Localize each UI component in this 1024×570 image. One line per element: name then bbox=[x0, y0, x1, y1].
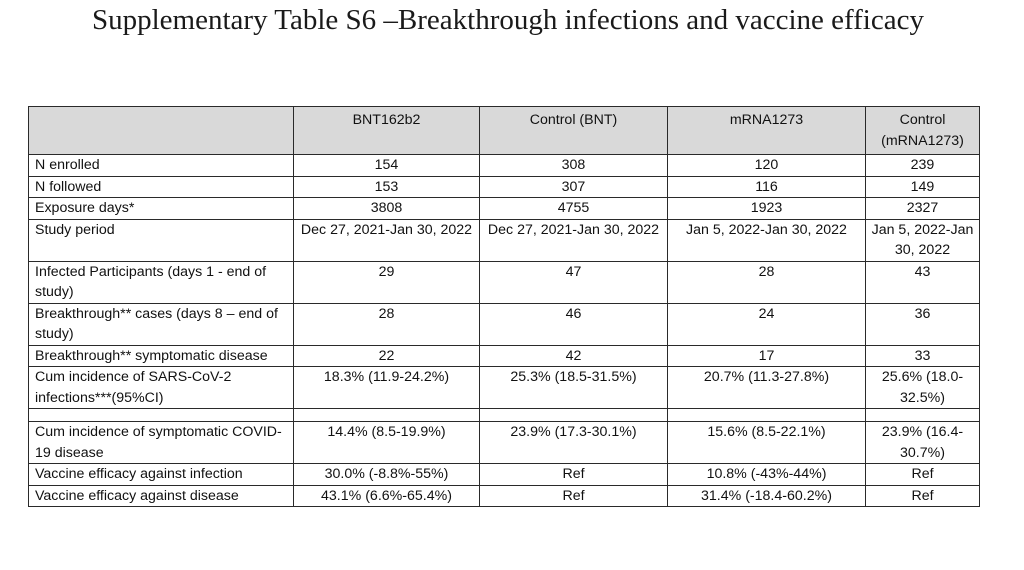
table-cell: 43 bbox=[866, 261, 980, 303]
table-cell: 28 bbox=[668, 261, 866, 303]
table-cell: 31.4% (-18.4-60.2%) bbox=[668, 485, 866, 507]
table-cell: 149 bbox=[866, 176, 980, 198]
table-cell: 33 bbox=[866, 345, 980, 367]
row-label: Breakthrough** symptomatic disease bbox=[29, 345, 294, 367]
table-cell: 22 bbox=[294, 345, 480, 367]
table-cell: Ref bbox=[480, 485, 668, 507]
row-label: Breakthrough** cases (days 8 – end of study) bbox=[29, 303, 294, 345]
spacer-row bbox=[29, 409, 980, 422]
table-cell: 2327 bbox=[866, 198, 980, 220]
table-row bbox=[29, 422, 980, 464]
table-cell: 36 bbox=[866, 303, 980, 345]
table-cell: 23.9% (16.4-30.7%) bbox=[866, 422, 980, 464]
table-cell: 3808 bbox=[294, 198, 480, 220]
spacer-cell bbox=[668, 409, 866, 422]
spacer-cell bbox=[866, 409, 980, 422]
table-cell: 1923 bbox=[668, 198, 866, 220]
efficacy-table bbox=[28, 106, 980, 507]
table-title: Supplementary Table S6 –Breakthrough infections and vaccine efficacy bbox=[92, 4, 924, 36]
table-cell: 28 bbox=[294, 303, 480, 345]
table-row bbox=[29, 303, 980, 345]
table-row bbox=[29, 198, 980, 220]
table-cell: Ref bbox=[866, 485, 980, 507]
table-cell: 29 bbox=[294, 261, 480, 303]
col-header-control-bnt: Control (BNT) bbox=[480, 107, 668, 155]
table-cell: 4755 bbox=[480, 198, 668, 220]
table-cell: 24 bbox=[668, 303, 866, 345]
table-cell: Jan 5, 2022-Jan 30, 2022 bbox=[866, 219, 980, 261]
row-label: N enrolled bbox=[29, 155, 294, 177]
table-cell: 25.6% (18.0-32.5%) bbox=[866, 367, 980, 409]
table-cell: 116 bbox=[668, 176, 866, 198]
table-row bbox=[29, 176, 980, 198]
table-cell: 20.7% (11.3-27.8%) bbox=[668, 367, 866, 409]
col-header-mrna1273: mRNA1273 bbox=[668, 107, 866, 155]
table-cell: 14.4% (8.5-19.9%) bbox=[294, 422, 480, 464]
row-label: N followed bbox=[29, 176, 294, 198]
table-cell: 47 bbox=[480, 261, 668, 303]
table-cell: Ref bbox=[866, 464, 980, 486]
table-cell: 120 bbox=[668, 155, 866, 177]
row-label: Cum incidence of SARS-CoV-2 infections***(95%CI) bbox=[29, 367, 294, 409]
table-cell: 30.0% (-8.8%-55%) bbox=[294, 464, 480, 486]
row-label: Infected Participants (days 1 - end of study) bbox=[29, 261, 294, 303]
table-cell: 308 bbox=[480, 155, 668, 177]
table-row bbox=[29, 464, 980, 486]
spacer-cell bbox=[480, 409, 668, 422]
table-header bbox=[29, 107, 980, 155]
table-cell: 154 bbox=[294, 155, 480, 177]
table-row bbox=[29, 367, 980, 409]
table-cell: 17 bbox=[668, 345, 866, 367]
table-cell: Dec 27, 2021-Jan 30, 2022 bbox=[294, 219, 480, 261]
col-header-control-mrna1273: Control (mRNA1273) bbox=[866, 107, 980, 155]
table-cell: 239 bbox=[866, 155, 980, 177]
row-label: Vaccine efficacy against infection bbox=[29, 464, 294, 486]
table-cell: Jan 5, 2022-Jan 30, 2022 bbox=[668, 219, 866, 261]
col-header-bnt162b2: BNT162b2 bbox=[294, 107, 480, 155]
spacer-cell bbox=[294, 409, 480, 422]
row-label: Study period bbox=[29, 219, 294, 261]
table-cell: 15.6% (8.5-22.1%) bbox=[668, 422, 866, 464]
table-cell: 43.1% (6.6%-65.4%) bbox=[294, 485, 480, 507]
table-row bbox=[29, 219, 980, 261]
table-cell: Dec 27, 2021-Jan 30, 2022 bbox=[480, 219, 668, 261]
table-row bbox=[29, 261, 980, 303]
table-cell: 42 bbox=[480, 345, 668, 367]
table-cell: 23.9% (17.3-30.1%) bbox=[480, 422, 668, 464]
table-cell: 10.8% (-43%-44%) bbox=[668, 464, 866, 486]
row-label: Vaccine efficacy against disease bbox=[29, 485, 294, 507]
table-cell: Ref bbox=[480, 464, 668, 486]
table-row bbox=[29, 485, 980, 507]
header-blank-cell bbox=[29, 107, 294, 155]
table-cell: 307 bbox=[480, 176, 668, 198]
row-label: Cum incidence of symptomatic COVID-19 disease bbox=[29, 422, 294, 464]
table-cell: 46 bbox=[480, 303, 668, 345]
row-label: Exposure days* bbox=[29, 198, 294, 220]
table-row bbox=[29, 155, 980, 177]
table-cell: 18.3% (11.9-24.2%) bbox=[294, 367, 480, 409]
table-cell: 153 bbox=[294, 176, 480, 198]
table-row bbox=[29, 345, 980, 367]
table-cell: 25.3% (18.5-31.5%) bbox=[480, 367, 668, 409]
spacer-cell bbox=[29, 409, 294, 422]
